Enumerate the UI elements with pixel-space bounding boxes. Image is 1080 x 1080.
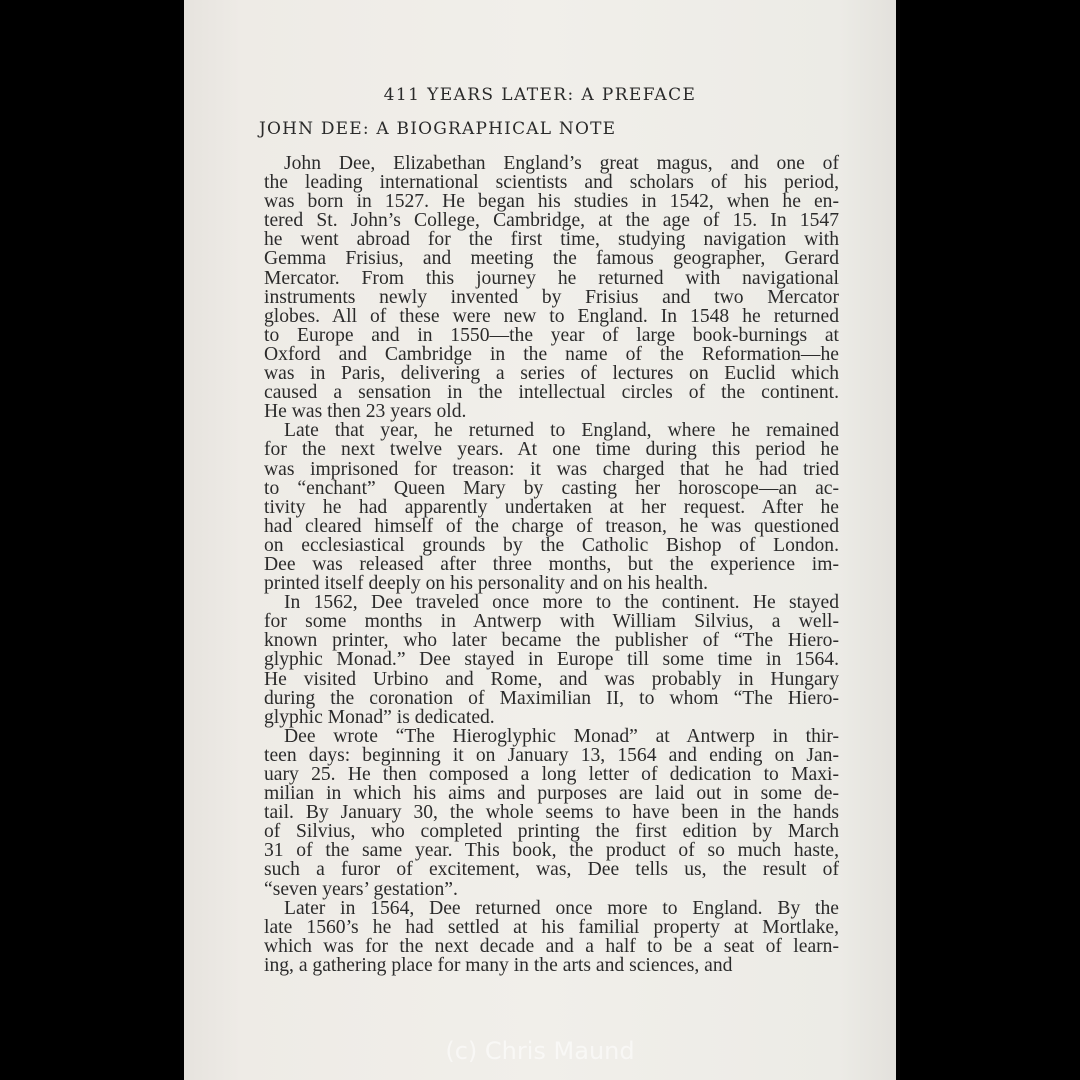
text-line: ing, a gathering place for many in the arts and sciences, and bbox=[264, 954, 733, 976]
text-line: known printer, who later became the publisher of “The Hiero- bbox=[264, 630, 839, 652]
paragraph bbox=[264, 727, 839, 899]
text-line: tivity he had apparently undertaken at her request. After he bbox=[264, 496, 839, 518]
text-line: Gemma Frisius, and meeting the famous geographer, Gerard bbox=[264, 248, 839, 270]
text-line: late 1560’s he had settled at his familial property at Mortlake, bbox=[264, 916, 839, 938]
text-line: to Europe and in 1550—the year of large book-burnings at bbox=[264, 324, 839, 346]
text-line: tail. By January 30, the whole seems to have been in the hands bbox=[264, 802, 839, 824]
text-line: He visited Urbino and Rome, and was probably in Hungary bbox=[264, 668, 839, 690]
text-line: was in Paris, delivering a series of lectures on Euclid which bbox=[264, 363, 839, 385]
text-line: such a furor of excitement, was, Dee tells us, the result of bbox=[264, 859, 839, 881]
text-line: for the next twelve years. At one time during this period he bbox=[264, 439, 839, 461]
text-line: printed itself deeply on his personality and on his health. bbox=[264, 573, 709, 595]
text-line: Late that year, he returned to England, where he remained bbox=[284, 420, 839, 442]
text-line: uary 25. He then composed a long letter of dedication to Maxi- bbox=[264, 764, 839, 785]
text-line: during the coronation of Maximilian II, to whom “The Hiero- bbox=[264, 687, 839, 709]
section-title: JOHN DEE: A BIOGRAPHICAL NOTE bbox=[259, 119, 617, 139]
running-head: 411 YEARS LATER: A PREFACE bbox=[383, 85, 697, 105]
text-line: Mercator. From this journey he returned with navigational bbox=[264, 267, 839, 289]
text-line: caused a sensation in the intellectual circles of the continent. bbox=[264, 382, 839, 404]
text-line: was born in 1527. He began his studies in 1542, when he en- bbox=[264, 191, 839, 213]
paragraph bbox=[264, 154, 839, 421]
copyright-watermark: (c) Chris Maund bbox=[445, 1037, 635, 1065]
text-line: 31 of the same year. This book, the product of so much haste, bbox=[264, 840, 839, 862]
text-line: glyphic Monad” is dedicated. bbox=[264, 706, 495, 728]
text-line: for some months in Antwerp with William Silvius, a well- bbox=[264, 611, 839, 633]
text-line: “seven years’ gestation”. bbox=[264, 878, 458, 900]
text-line: Oxford and Cambridge in the name of the Reformation—he bbox=[264, 343, 839, 365]
text-line: Dee was released after three months, but the experience im- bbox=[264, 553, 839, 575]
text-line: was imprisoned for treason: it was charged that he had tried bbox=[264, 458, 839, 480]
text-line: which was for the next decade and a half to be a seat of learn- bbox=[264, 935, 839, 957]
text-line: He was then 23 years old. bbox=[264, 401, 467, 423]
text-line: instruments newly invented by Frisius and two Mercator bbox=[264, 286, 839, 308]
text-line: to “enchant” Queen Mary by casting her horoscope—an ac- bbox=[264, 477, 839, 499]
text-line: tered St. John’s College, Cambridge, at the age of 15. In 1547 bbox=[264, 210, 839, 232]
text-line: John Dee, Elizabethan England’s great magus, and one of bbox=[284, 153, 839, 174]
text-line: Dee wrote “The Hieroglyphic Monad” at Antwerp in thir- bbox=[284, 725, 839, 747]
text-line: on ecclesiastical grounds by the Catholic Bishop of London. bbox=[264, 534, 839, 556]
text-line: of Silvius, who completed printing the first edition by March bbox=[264, 821, 839, 843]
body-text bbox=[264, 154, 839, 975]
text-line: Later in 1564, Dee returned once more to England. By the bbox=[284, 897, 839, 919]
text-line: had cleared himself of the charge of treason, he was questioned bbox=[264, 515, 839, 537]
text-line: milian in which his aims and purposes are laid out in some de- bbox=[264, 783, 839, 805]
text-line: teen days: beginning it on January 13, 1564 and ending on Jan- bbox=[264, 744, 839, 766]
paragraph bbox=[264, 421, 839, 593]
text-line: globes. All of these were new to England. In 1548 he returned bbox=[264, 305, 839, 327]
text-line: he went abroad for the first time, studying navigation with bbox=[264, 229, 839, 251]
paragraph bbox=[264, 593, 839, 727]
paragraph bbox=[264, 899, 839, 975]
text-line: In 1562, Dee traveled once more to the continent. He stayed bbox=[284, 592, 839, 614]
book-page bbox=[184, 0, 896, 1080]
text-line: glyphic Monad.” Dee stayed in Europe till some time in 1564. bbox=[264, 649, 839, 671]
text-line: the leading international scientists and scholars of his period, bbox=[264, 172, 839, 194]
